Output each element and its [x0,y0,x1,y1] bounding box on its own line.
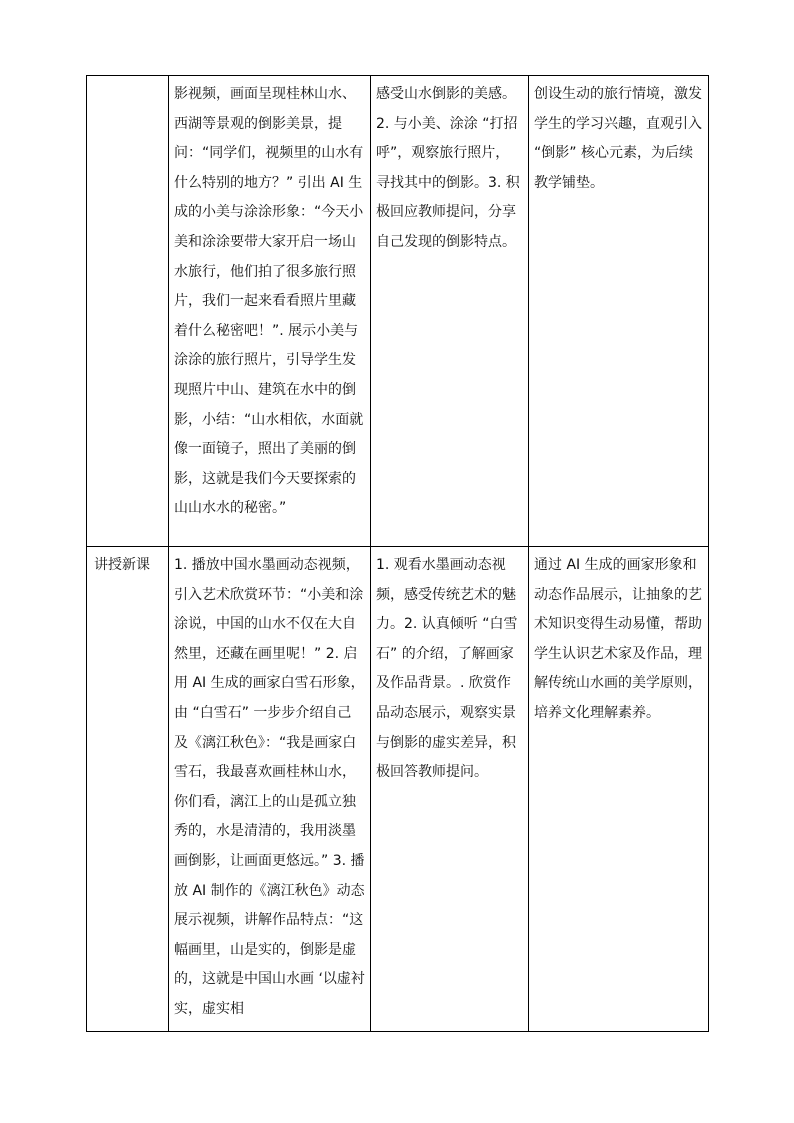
student-activity-cell [371,76,529,547]
design-intent-cell [529,547,709,1032]
student-activity-text: 1. 观看水墨画动态视频，感受传统艺术的魅力。2. 认真倾听 “白雪石” 的介绍，了解画家及作品背景。. 欣赏作品动态展示，观察实景与倒影的虚实差异，积极回答教师提问。 [376,557,518,781]
design-intent-cell [529,76,709,547]
student-activity-cell [371,547,529,1032]
stage-text: 讲授新课 [94,557,150,573]
table-row [87,547,709,1032]
lesson-plan-table [86,75,709,1032]
teacher-activity-cell [169,547,371,1032]
stage-cell [87,547,169,1032]
design-intent-text: 通过 AI 生成的画家形象和动态作品展示，让抽象的艺术知识变得生动易懂，帮助学生认识艺术家及作品，理解传统山水画的美学原则，培养文化理解素养。 [534,557,702,721]
teacher-activity-text: 影视频，画面呈现桂林山水、西湖等景观的倒影美景，提问：“同学们，视频里的山水有什么特别的地方？” 引出 AI 生成的小美与涂涂形象：“今天小美和涂涂要带大家开启一场山水旅行，他们拍了很多旅行照片，我们一起来看看照片里藏着什么秘密吧！”. 展示小美与涂涂的旅行照片，引导学生发现照片中山、建筑在水中的倒影，小结：“山水相依，水面就像一面镜子，照出了美丽的倒影，这就是我们今天要探索的山山水水的秘密。” [174,86,364,517]
teacher-activity-cell [169,76,371,547]
design-intent-text: 创设生动的旅行情境，激发学生的学习兴趣，直观引入 “倒影” 核心元素，为后续教学铺垫。 [534,86,702,191]
student-activity-text: 感受山水倒影的美感。2. 与小美、涂涂 “打招呼”，观察旅行照片，寻找其中的倒影。3. 积极回应教师提问，分享自己发现的倒影特点。 [376,86,520,250]
table-row [87,76,709,547]
teacher-activity-text: 1. 播放中国水墨画动态视频，引入艺术欣赏环节：“小美和涂涂说，中国的山水不仅在大自然里，还藏在画里呢！” 2. 启用 AI 生成的画家白雪石形象，由 “白雪石” 一步步介绍自己及《漓江秋色》：“我是画家白雪石，我最喜欢画桂林山水，你们看，漓江上的山是孤立独秀的，水是清清的，我用淡墨画倒影，让画面更悠远。” 3. 播放 AI 制作的《漓江秋色》动态展示视频，讲解作品特点：“这幅画里，山是实的，倒影是虚的，这就是中国山水画 ‘以虚衬实，虚实相 [174,557,365,1017]
stage-cell [87,76,169,547]
